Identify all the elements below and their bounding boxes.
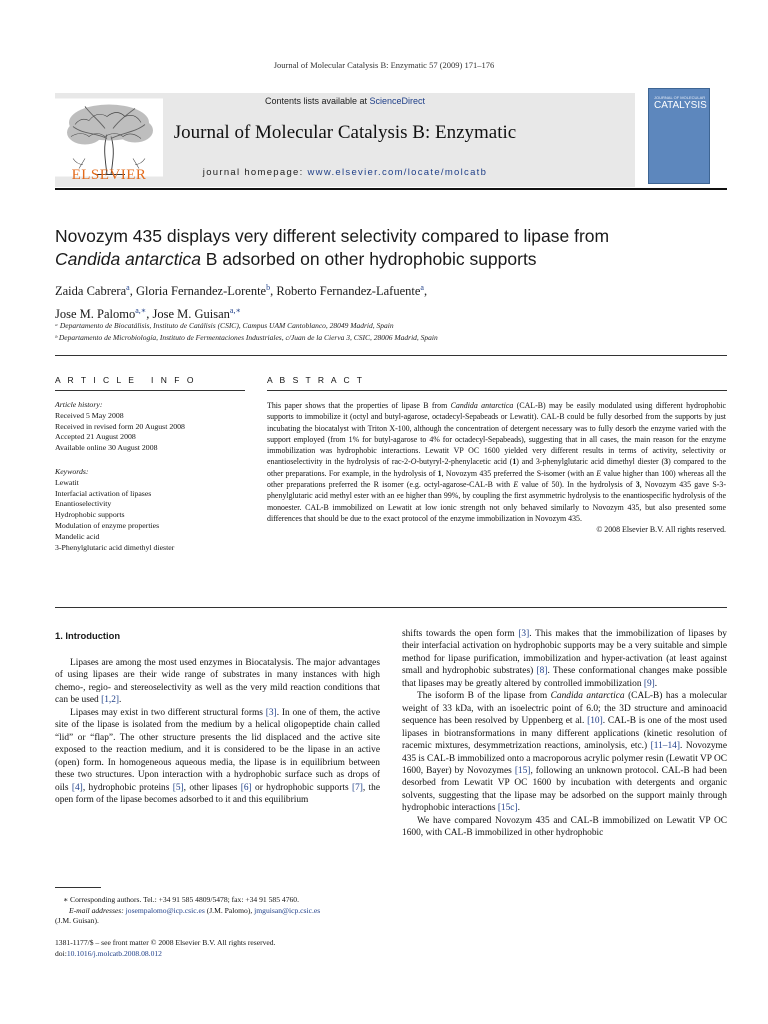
history-item: Received in revised form 20 August 2008 [55,421,185,431]
abstract-italic: Candida antarctica [450,401,514,410]
issn-line: 1381-1177/$ – see front matter © 2008 Elsevier B.V. All rights reserved. [55,938,276,947]
citation-link[interactable]: [4] [71,782,83,793]
email-link[interactable]: jmguisan@icp.csic.es [254,905,321,915]
cover-title: CATALYSIS [654,100,707,111]
abstract-text: This paper shows that the properties of lipase B from [267,401,451,410]
body-text: Lipases may exist in two different structural forms [70,707,266,718]
article-info-heading: A R T I C L E I N F O [55,375,196,385]
spacer [55,454,245,467]
citation-link[interactable]: [15] [514,765,531,776]
citation-link[interactable]: [6] [240,782,252,793]
body-text: . [119,695,122,706]
author-affil-mark[interactable]: a,∗ [229,306,241,316]
keyword: Enantioselectivity [55,499,112,509]
doi-link[interactable]: 10.1016/j.molcatb.2008.08.012 [66,948,162,958]
publisher-wordmark: ELSEVIER [71,167,147,183]
body-text: , hydrophobic proteins [82,782,173,793]
email-line [55,906,385,917]
history-item: Received 5 May 2008 [55,410,124,420]
keyword: Hydrophobic supports [55,510,125,520]
abstract-body [267,400,726,536]
abstract-text: value higher than 100) whereas all the other preparations preferred the R isomer (e.g. octyl-agarose-CAL-B with [267,468,726,490]
keyword: Interfacial activation of lipases [55,488,152,498]
contents-line [55,96,635,106]
citation-link[interactable]: [1,2] [101,695,120,706]
keyword: 3-Phenylglutaric acid dimethyl diester [55,542,175,552]
journal-homepage [55,167,635,178]
abstract-text: , Novozym 435 gave S-3-phenylglutaric acid methyl ester with an ee higher than 99%, by coupling the first asymmetric hydrolysis to the enantiospecific hydrolysis of the monoester. CAL-B immobilized on Lewatit at low ionic strength not only behaved similarly to Novozym 435, but also presented some differences that should be due to the exact protocol of the enzyme immobilization in Novozym 435. [267,480,726,523]
body-text: Lipases are among the most used enzymes in Biocatalysis. The major advantages of using lipases are their wide range of substrates in many instances with high chemo-, regio- and stereoselectivity as well as the very mild reaction conditions that can be used [55,658,380,706]
abstract-text: ) compared to the other preparations. For example, in the hydrolysis of [267,457,726,478]
affiliation-b: ᵇ Departamento de Microbiología, Instituto de Fermentaciones Industriales, c/Juan de la Cierva 3, CSIC, 28006 Madrid, Spain [55,333,438,342]
divider [55,355,727,356]
affiliation-a: ᵃ Departamento de Biocatálisis, Instituto de Catálisis (CSIC), Campus UAM Cantoblanco, 28049 Madrid, Spain [55,321,394,330]
citation-link[interactable]: [8] [536,666,548,677]
author-name: Jose M. Guisan [152,307,230,322]
body-text: . These conformational changes make possible that lipases may be greatly altered by controlled immobilization [402,666,727,689]
author-name: Roberto Fernandez-Lafuente [276,284,421,299]
keywords-label: Keywords: [55,466,89,476]
doi-prefix: doi: [55,948,67,958]
citation-link[interactable]: [9] [643,678,655,689]
front-matter [55,938,385,959]
keyword: Lewatit [55,477,79,487]
footnote-rule [55,887,101,888]
divider [55,607,727,608]
homepage-link[interactable]: www.elsevier.com/locate/molcatb [307,167,488,178]
contents-prefix: Contents lists available at [264,96,370,106]
history-item: Available online 30 August 2008 [55,443,158,453]
title-italic: Candida antarctica [55,249,201,269]
title-line2: B adsorbed on other hydrophobic supports [200,249,537,269]
compound-number: 3 [664,457,669,467]
citation-link[interactable]: [10] [587,716,603,727]
journal-cover-thumbnail [648,88,710,184]
citation-link[interactable]: [3] [518,629,530,639]
body-text: shifts towards the open form [402,629,519,639]
email-owner: (J.M. Palomo), [204,905,255,915]
citation-link[interactable]: [11–14] [650,741,680,752]
email-owner: (J.M. Guisan). [55,916,99,925]
journal-title: Journal of Molecular Catalysis B: Enzymatic [173,122,517,143]
keyword: Modulation of enzyme properties [55,520,160,530]
history-item: Accepted 21 August 2008 [55,432,136,442]
body-text: or hydrophobic supports [251,782,352,793]
abstract-rule [267,390,727,391]
author-affil-mark[interactable]: a,∗ [135,306,147,316]
abstract-italic: E [513,480,519,490]
abstract-italic: E [596,468,602,478]
abstract-italic: O [410,457,417,467]
body-text: (CAL-B) has a molecular weight of 33 kDa, with an isoelectric point of 6.0; the 3D structure and aminoacid sequence has been resolved by Uppenberg et al. [402,691,727,727]
email-label: E-mail addresses: [69,905,126,915]
body-text: . This makes that the immobilization of lipases by their interfacial activation on hydrophobic supports may be a very suitable and simple method for lipase purification, immobilization and hyper-activation (at least against small and hydrophobic substrates) [402,629,727,677]
author-name: Jose M. Palomo [55,307,136,322]
abstract-text: -butyryl-2-phenylacetic acid ( [416,457,513,467]
sciencedirect-link[interactable]: ScienceDirect [369,96,426,106]
body-column-right [402,628,727,840]
citation-link[interactable]: [7] [351,782,363,793]
author-name: Gloria Fernandez-Lorente [135,284,267,299]
abstract-text: ) and 3-phenylglutaric acid dimethyl diester ( [516,457,665,467]
author-affil-mark[interactable]: a [126,283,130,292]
body-text: , following an unknown protocol. CAL-B had been desorbed from Lewatit VP OC 1600 by incubation with detergents and organic solvents, suggesting that the lipase may be adsorbed on the support mainly through hydrophobic interactions [402,765,727,814]
header-rule [55,188,727,190]
author-list: Zaida Cabrera$^a$, Gloria Fernandez-Lorente$^b$, Roberto Fernandez-Lafuente$^a$, Jose M. Palomo$^{a,∗}$, Jose M. Guisan$^{a,∗}$ [55,283,428,322]
body-text: , the open form of the lipase becomes adsorbed to it and this equilibrium [55,782,381,805]
author-affil-mark[interactable]: b [266,283,271,292]
body-column-left [55,657,380,806]
citation-link[interactable]: [15c] [497,803,518,814]
body-italic: Candida antarctica [550,691,625,702]
homepage-prefix: journal homepage: [202,167,308,178]
author-name: Zaida Cabrera [55,284,127,299]
abstract-text: (CAL-B) may be easily modulated using different hydrophobic supports to immobilize it (octyl and butyl-agarose, octadecyl-Sepabeads or Lewatit). CAL-B could be fully desorbed from the supports by just incubating the biocatalyst with Triton X-100, although the concentration of detergent necessary was to fully desorb the enzyme varied with the support employed (from 1% for butyl-agarose to 4% for octadecyl-Sepabeads), suggesting that in all cases, the main reason for the enzyme immobilization was hydrophobic interactions. Lewatit VP OC 1600 yielded very different results in terms of activity, selectivity or enantioselectivity in the hydrolysis of rac-2- [267,401,726,467]
body-text: We have compared Novozym 435 and CAL-B immobilized on Lewatit VP OC 1600, with CAL-B immobilized in other hydrophobic [402,815,727,839]
body-text: The isoform B of the lipase from [417,691,551,702]
body-text: . [517,803,520,814]
compound-number: 1 [437,468,442,478]
body-text: , other lipases [183,782,241,793]
cover-subtitle: JOURNAL OF MOLECULAR [654,95,706,100]
abstract-heading: A B S T R A C T [267,375,365,385]
body-text: . [654,678,658,689]
compound-number: 1 [512,457,517,467]
corresponding-note: ∗ Corresponding authors. Tel.: +34 91 585 4809/5478; fax: +34 91 585 4760. [63,895,299,904]
section-heading: 1. Introduction [55,630,121,641]
article-title [55,225,695,271]
running-header: Journal of Molecular Catalysis B: Enzymatic 57 (2009) 171–176 [273,60,495,70]
citation-link[interactable]: [5] [172,782,184,793]
history-label: Article history: [55,400,103,409]
title-line1: Novozym 435 displays very different selectivity compared to lipase from [55,226,610,246]
body-text: . In one of them, the active site of the lipase is isolated from the medium by a helical oligopeptide chain called “lid” or “flap”. The other structure presents the lid displaced and the active site exposed to the reaction medium, and it is considered to be the lipase in an active (open) form. In homogeneous aqueous media, the lipase is in equilibrium between these two structures. Upon interaction with a hydrophobic surface such as drops of oils [55,707,381,793]
body-text: . CAL-B is one of the most used lipases in biotransformations in many different applications (kinetic resolution of racemic mixtures, desymmetrization reactions, aminolysis, etc.) [402,716,727,752]
copyright: © 2008 Elsevier B.V. All rights reserved. [596,525,726,535]
abstract-text: , Novozym 435 preferred the S-isomer (with an [441,468,597,478]
doi-line [55,949,385,960]
body-text: . Novozyme 435 is CAL-B immobilized onto a macroporous acrylic polymer resin (Lewatit VP OC 1600, Bayer) by Novozymes [402,741,727,776]
email-link[interactable]: josempalomo@icp.csic.es [125,905,205,915]
compound-number: 3 [635,480,640,490]
article-info [55,400,245,553]
abstract-text: value of 50). In the hydrolysis of [518,480,636,490]
keyword: Mandelic acid [55,531,100,541]
citation-link[interactable]: [3] [265,707,277,718]
author-affil-mark[interactable]: a [420,283,424,292]
footnote [55,895,385,927]
info-rule [55,390,245,391]
